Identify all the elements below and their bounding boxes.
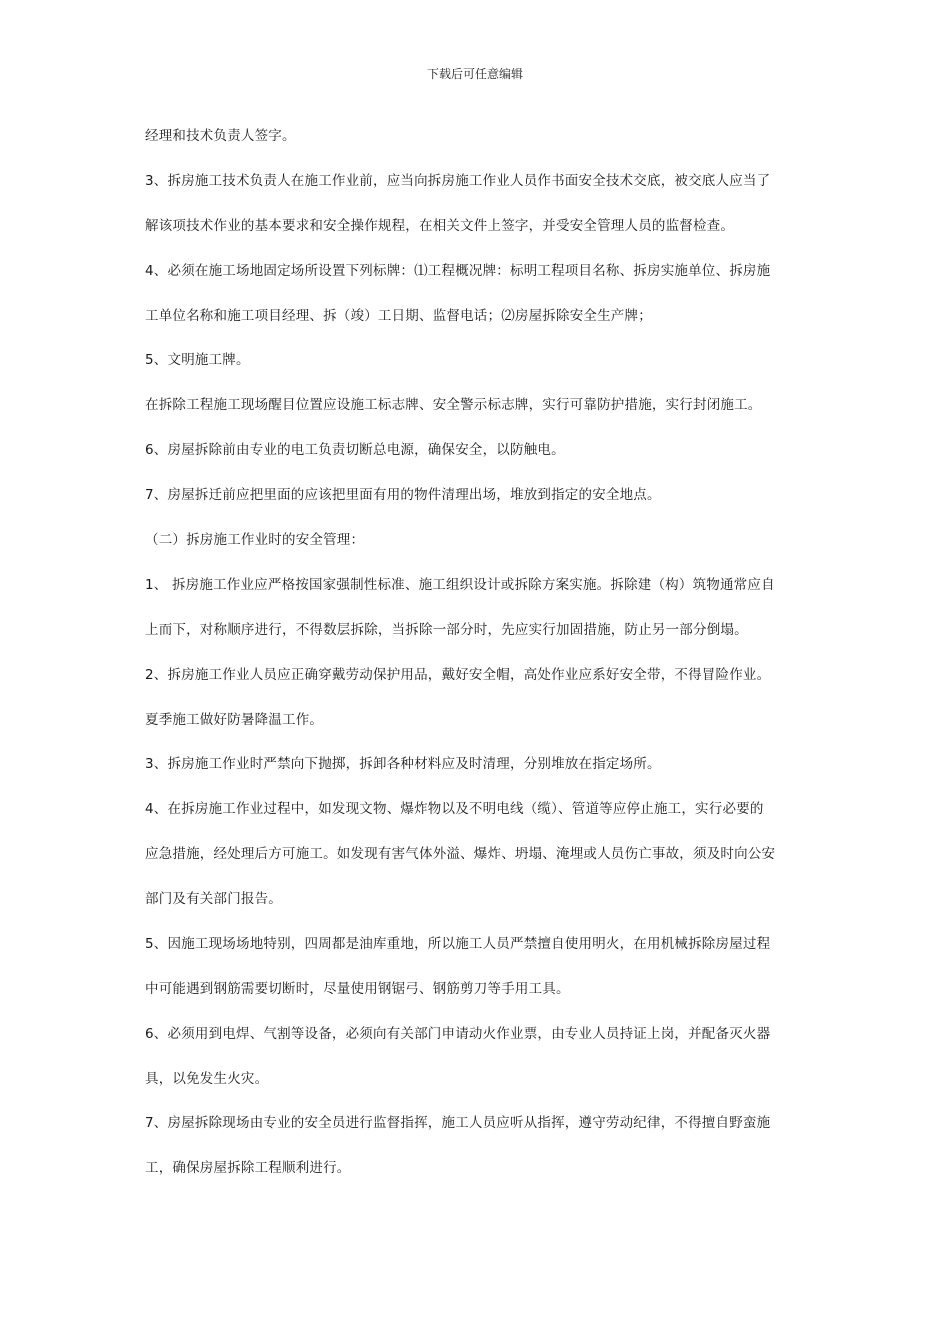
body-line: 中可能遇到钢筋需要切断时，尽量使用钢锯弓、钢筋剪刀等手用工具。 [145,981,570,997]
body-line: 5、文明施工牌。 [145,352,250,368]
body-line: 工，确保房屋拆除工程顺利进行。 [145,1160,351,1176]
body-line: 6、必须用到电焊、气割等设备，必须向有关部门申请动火作业票，由专业人员持证上岗，并配备灭火器 [145,1026,771,1042]
body-line: 上而下，对称顺序进行，不得数层拆除，当拆除一部分时，先应实行加固措施，防止另一部分倒塌。 [145,622,748,638]
body-line: 5、因施工现场场地特别，四周都是油库重地，所以施工人员严禁擅自使用明火，在用机械拆除房屋过程 [145,936,771,952]
body-line: 具，以免发生火灾。 [145,1071,269,1087]
body-line: 3、拆房施工作业时严禁向下抛掷，拆卸各种材料应及时清理，分别堆放在指定场所。 [145,756,661,772]
body-line: 6、房屋拆除前由专业的电工负责切断总电源，确保安全，以防触电。 [145,442,565,458]
body-line: 工单位名称和施工项目经理、拆（竣）工日期、监督电话；⑵房屋拆除安全生产牌； [145,308,652,324]
body-line: 在拆除工程施工现场醒目位置应设施工标志牌、安全警示标志牌，实行可靠防护措施，实行封闭施工。 [145,397,762,413]
body-line: 1、 拆房施工作业应严格按国家强制性标准、施工组织设计或拆除方案实施。拆除建（构）筑物通常应自 [145,577,775,593]
body-line: 7、房屋拆除现场由专业的安全员进行监督指挥，施工人员应听从指挥，遵守劳动纪律，不得擅自野蛮施 [145,1115,771,1131]
body-line: （二）拆房施工作业时的安全管理： [145,532,365,548]
body-line: 经理和技术负责人签字。 [145,128,296,144]
body-line: 2、拆房施工作业人员应正确穿戴劳动保护用品，戴好安全帽，高处作业应系好安全带，不得冒险作业。 [145,667,771,683]
body-line: 夏季施工做好防暑降温工作。 [145,712,324,728]
page-header: 下载后可任意编辑 [426,67,523,81]
body-line: 3、拆房施工技术负责人在施工作业前，应当向拆房施工作业人员作书面安全技术交底，被交底人应当了 [145,173,771,189]
body-line: 解该项技术作业的基本要求和安全操作规程，在相关文件上签字，并受安全管理人员的监督检查。 [145,218,735,234]
body-line: 部门及有关部门报告。 [145,891,282,907]
body-line: 4、必须在施工场地固定场所设置下列标牌：⑴工程概况牌：标明工程项目名称、拆房实施单位、拆房施 [145,263,771,279]
body-line: 7、房屋拆迁前应把里面的应该把里面有用的物件清理出场，堆放到指定的安全地点。 [145,487,661,503]
body-line: 4、在拆房施工作业过程中，如发现文物、爆炸物以及不明电线（缆）、管道等应停止施工，实行必要的 [145,801,764,817]
body-line: 应急措施，经处理后方可施工。如发现有害气体外溢、爆炸、坍塌、淹埋或人员伤亡事故，须及时向公安 [145,846,776,862]
